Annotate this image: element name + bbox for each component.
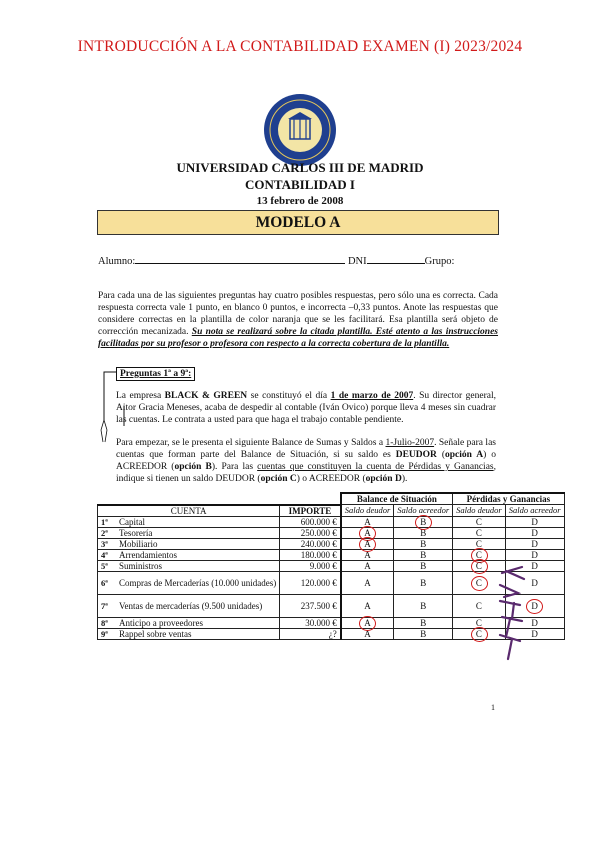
- row-importe: 600.000 €: [280, 516, 341, 527]
- option-c[interactable]: C: [453, 516, 506, 527]
- option-a[interactable]: A: [341, 594, 394, 617]
- dni-field[interactable]: [367, 254, 425, 264]
- university-seal-icon: [262, 92, 338, 168]
- option-a[interactable]: A: [341, 538, 394, 549]
- option-c[interactable]: C: [453, 549, 506, 560]
- row-importe: 250.000 €: [280, 527, 341, 538]
- case-paragraph-2: Para empezar, se le presenta el siguiente Balance de Sumas y Saldos a 1-Julio-2007. Señale para las cuentas que forman parte del Balance de Situación, si su saldo es DEUDOR (opción A) o ACREEDOR (opción B). Para las cuentas que constituyen la cuenta de Pérdidas y Ganancias, indique si tienen un saldo DEUDOR (opción C) o ACREEDOR (opción D).: [116, 438, 496, 484]
- row-importe: 237.500 €: [280, 594, 341, 617]
- option-c[interactable]: C: [453, 594, 506, 617]
- option-d[interactable]: D: [505, 594, 564, 617]
- row-importe: 30.000 €: [280, 617, 341, 628]
- group-balance-header: Balance de Situación: [341, 493, 453, 505]
- dni-label: DNI: [347, 256, 367, 267]
- option-a[interactable]: A: [341, 527, 394, 538]
- option-d[interactable]: D: [505, 549, 564, 560]
- table-row: [98, 538, 565, 549]
- row-number: 3ª: [98, 538, 117, 549]
- row-cuenta: Compras de Mercaderías (10.000 unidades): [116, 571, 280, 594]
- instructions-text: Para cada una de las siguientes preguntas hay cuatro posibles respuestas, pero sólo una es correcta. Cada respuesta correcta vale 1 punto, en blanco 0 puntos, e incorrecta –0,33 puntos. Anote las respuestas que considere correctas en la plantilla de color naranja que se les facilitará. Esa plantilla será objeto de corrección mecanizada.: [98, 291, 498, 337]
- handwritten-scribble: [494, 565, 534, 665]
- option-a[interactable]: A: [341, 617, 394, 628]
- group-pyg-header: Pérdidas y Ganancias: [453, 493, 564, 505]
- option-c[interactable]: C: [453, 628, 506, 639]
- option-a[interactable]: A: [341, 571, 394, 594]
- option-b[interactable]: B: [394, 549, 453, 560]
- option-b[interactable]: B: [394, 628, 453, 639]
- option-d[interactable]: D: [505, 516, 564, 527]
- option-d[interactable]: D: [505, 527, 564, 538]
- sub-header: Saldo acreedor: [505, 505, 564, 517]
- row-cuenta: Suministros: [116, 560, 280, 571]
- instructions-emphasis: Su nota se realizará sobre la citada plantilla. Esté atento a las instrucciones facilitadas por su profesor o profesora con respecto a la correcta cobertura de la plantilla.: [98, 327, 499, 349]
- option-c[interactable]: C: [453, 527, 506, 538]
- row-number: 5ª: [98, 560, 117, 571]
- row-cuenta: Rappel sobre ventas: [116, 628, 280, 639]
- option-b[interactable]: B: [394, 560, 453, 571]
- option-b[interactable]: B: [394, 571, 453, 594]
- col-importe-header: IMPORTE: [280, 505, 341, 517]
- row-number: 9ª: [98, 628, 117, 639]
- option-b[interactable]: B: [394, 527, 453, 538]
- table-row: [98, 516, 565, 527]
- table-row: [98, 549, 565, 560]
- option-d[interactable]: D: [505, 538, 564, 549]
- case-paragraph-1: La empresa BLACK & GREEN se constituyó el día 1 de marzo de 2007. Su director general, Aitor Gracia Meneses, acaba de despedir al contable (Iván Ovico) porque lleva 4 meses sin cuadrar las cuentas. Le contrata a usted para que haga el trabajo contable pendiente.: [116, 391, 496, 425]
- alumno-field[interactable]: [135, 254, 345, 264]
- grupo-label: Grupo:: [424, 256, 455, 267]
- row-cuenta: Mobiliario: [116, 538, 280, 549]
- option-a[interactable]: A: [341, 560, 394, 571]
- sub-header: Saldo deudor: [341, 505, 394, 517]
- row-cuenta: Anticipo a proveedores: [116, 617, 280, 628]
- university-name: UNIVERSIDAD CARLOS III DE MADRID: [176, 160, 424, 175]
- option-c[interactable]: C: [453, 560, 506, 571]
- document-header-title: INTRODUCCIÓN A LA CONTABILIDAD EXAMEN (I) 2023/2024: [77, 38, 523, 55]
- sub-header: Saldo deudor: [453, 505, 506, 517]
- model-title: MODELO A: [97, 210, 499, 235]
- option-b[interactable]: B: [394, 594, 453, 617]
- row-number: 4ª: [98, 549, 117, 560]
- option-a[interactable]: A: [341, 516, 394, 527]
- option-b[interactable]: B: [394, 516, 453, 527]
- option-c[interactable]: C: [453, 538, 506, 549]
- row-cuenta: Tesorería: [116, 527, 280, 538]
- option-d[interactable]: D: [505, 571, 564, 594]
- alumno-label: Alumno:: [98, 256, 136, 267]
- option-a[interactable]: A: [341, 628, 394, 639]
- option-b[interactable]: B: [394, 538, 453, 549]
- row-importe: 180.000 €: [280, 549, 341, 560]
- instructions-paragraph: [98, 290, 498, 350]
- option-d[interactable]: D: [505, 560, 564, 571]
- option-c[interactable]: C: [453, 617, 506, 628]
- col-cuenta-header: CUENTA: [98, 505, 280, 517]
- row-importe: 120.000 €: [280, 571, 341, 594]
- option-d[interactable]: D: [505, 628, 564, 639]
- option-d[interactable]: D: [505, 617, 564, 628]
- table-row: [98, 527, 565, 538]
- exam-date: 13 febrero de 2008: [256, 195, 344, 207]
- row-importe: 9.000 €: [280, 560, 341, 571]
- student-info-line: [98, 254, 454, 267]
- row-cuenta: Ventas de mercaderías (9.500 unidades): [116, 594, 280, 617]
- questions-label: Preguntas 1ª a 9ª:: [116, 367, 195, 381]
- option-c[interactable]: C: [453, 571, 506, 594]
- row-importe: ¿?: [280, 628, 341, 639]
- row-cuenta: Arrendamientos: [116, 549, 280, 560]
- university-block: [0, 160, 600, 207]
- option-b[interactable]: B: [394, 617, 453, 628]
- row-number: 2ª: [98, 527, 117, 538]
- row-cuenta: Capital: [116, 516, 280, 527]
- row-number: 6ª: [98, 571, 117, 594]
- course-name: CONTABILIDAD I: [245, 177, 355, 192]
- sub-header: Saldo acreedor: [394, 505, 453, 517]
- row-number: 7ª: [98, 594, 117, 617]
- option-a[interactable]: A: [341, 549, 394, 560]
- row-number: 1ª: [98, 516, 117, 527]
- row-importe: 240.000 €: [280, 538, 341, 549]
- page-number: 1: [491, 703, 495, 712]
- row-number: 8ª: [98, 617, 117, 628]
